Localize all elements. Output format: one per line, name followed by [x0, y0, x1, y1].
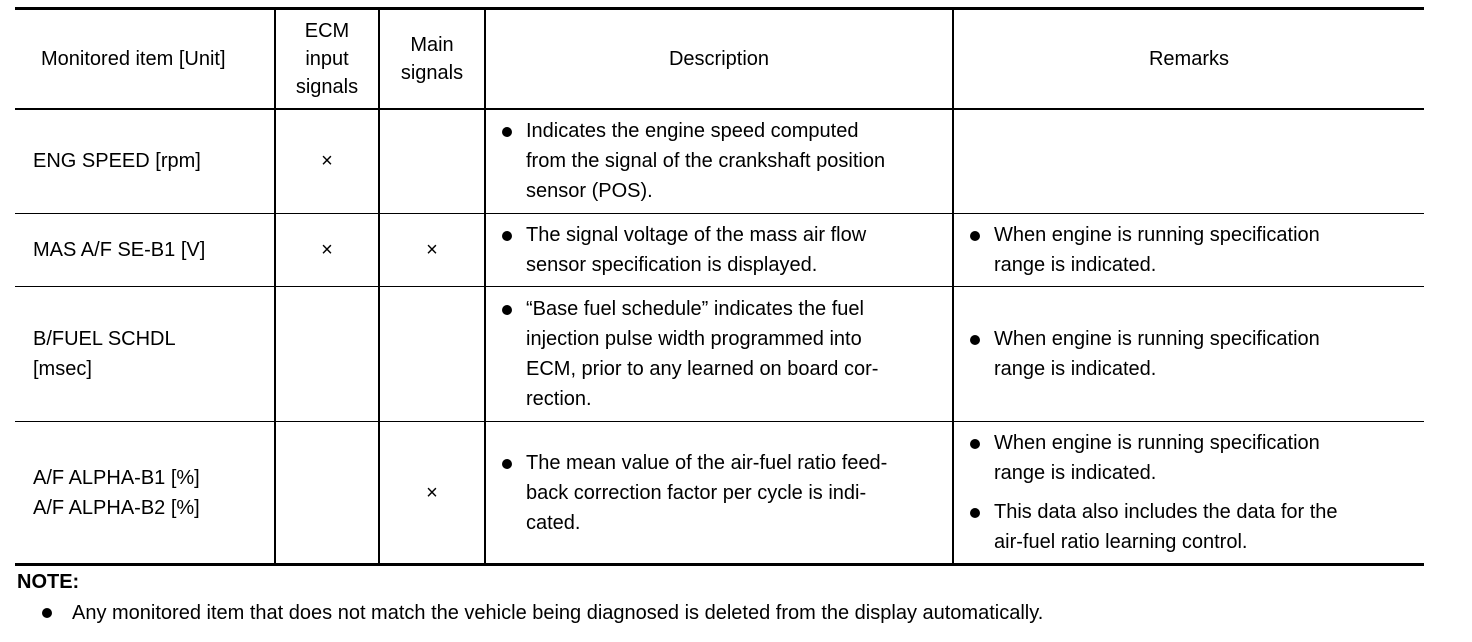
remarks-cell	[953, 109, 1424, 214]
remark-bullet: When engine is running specification range is indicated.	[968, 220, 1416, 280]
description-cell	[485, 422, 953, 565]
monitored-items-table	[15, 7, 1424, 566]
monitored-item-cell: A/F ALPHA-B1 [%] A/F ALPHA-B2 [%]	[15, 422, 275, 565]
remarks-cell	[953, 422, 1424, 565]
description-bullet: The mean value of the air-fuel ratio feed- back correction factor per cycle is indi- cated.	[500, 448, 944, 538]
bullet-icon	[42, 608, 52, 618]
remark-bullet: When engine is running specification range is indicated.	[968, 324, 1416, 384]
monitored-item-cell: B/FUEL SCHDL [msec]	[15, 287, 275, 422]
ecm-input-mark: ×	[275, 109, 379, 214]
main-signal-mark: ×	[379, 422, 485, 565]
ecm-input-mark: ×	[275, 214, 379, 287]
header-main-signals: Main signals	[379, 9, 485, 109]
description-bullet: Indicates the engine speed computed from the signal of the crankshaft position sensor (POS).	[500, 116, 944, 206]
note-title: NOTE:	[17, 571, 80, 593]
monitored-item-cell: ENG SPEED [rpm]	[15, 109, 275, 214]
description-bullet: “Base fuel schedule” indicates the fuel injection pulse width programmed into ECM, prior to any learned on board cor- rection.	[500, 294, 944, 414]
remarks-cell	[953, 287, 1424, 422]
header-monitored-item: Monitored item [Unit]	[15, 9, 275, 109]
header-ecm-input-signals: ECM input signals	[275, 9, 379, 109]
monitored-item-cell: MAS A/F SE-B1 [V]	[15, 214, 275, 287]
ecm-input-mark	[275, 287, 379, 422]
table-header-row	[15, 9, 1424, 109]
note-text: Any monitored item that does not match the vehicle being diagnosed is deleted from the display automatically.	[72, 602, 1044, 624]
ecm-input-mark	[275, 422, 379, 565]
remarks-cell	[953, 214, 1424, 287]
description-cell	[485, 109, 953, 214]
description-cell	[485, 214, 953, 287]
main-signal-mark	[379, 109, 485, 214]
remark-bullet: When engine is running specification range is indicated.	[968, 428, 1416, 488]
table-row	[15, 109, 1424, 214]
header-remarks: Remarks	[953, 9, 1424, 109]
header-description: Description	[485, 9, 953, 109]
remark-bullet: This data also includes the data for the air-fuel ratio learning control.	[968, 497, 1416, 557]
table-row	[15, 287, 1424, 422]
main-signal-mark	[379, 287, 485, 422]
table-row	[15, 214, 1424, 287]
description-cell	[485, 287, 953, 422]
description-bullet: The signal voltage of the mass air flow sensor specification is displayed.	[500, 220, 944, 280]
table-row	[15, 422, 1424, 565]
main-signal-mark: ×	[379, 214, 485, 287]
